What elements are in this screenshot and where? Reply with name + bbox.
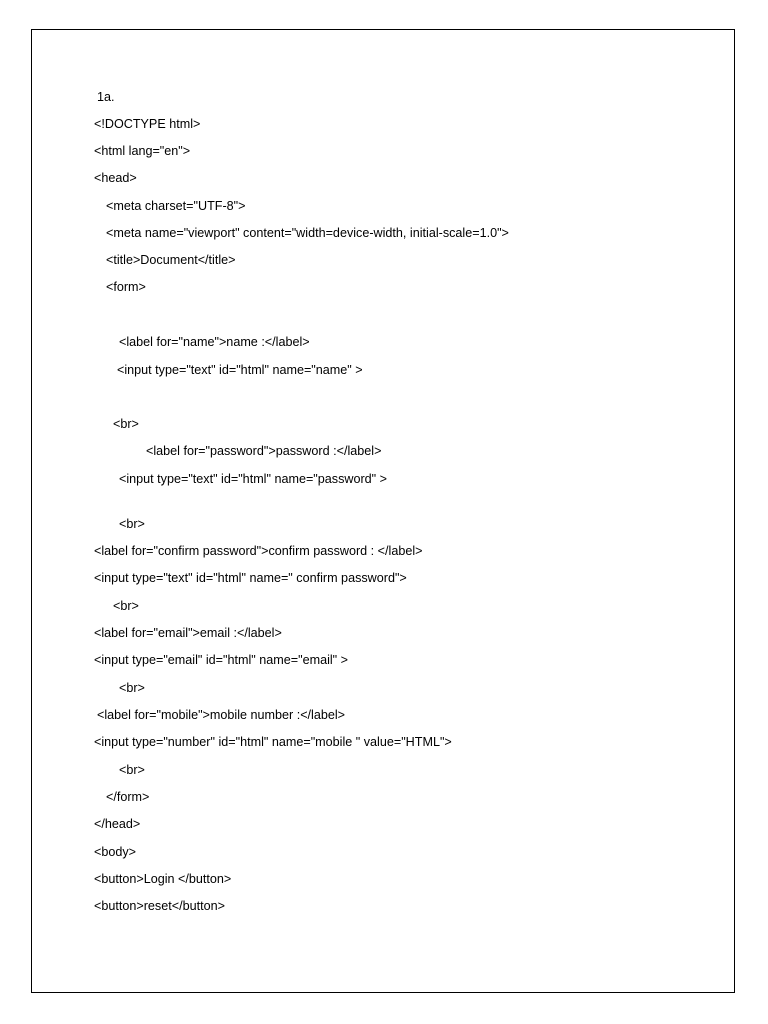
code-line: <br> [113, 417, 139, 431]
code-line: 1a. [97, 90, 115, 104]
code-line: <input type="text" id="html" name=" confirm password"> [94, 571, 407, 585]
code-line: <form> [106, 280, 146, 294]
document-page [31, 29, 735, 993]
code-line: <!DOCTYPE html> [94, 117, 201, 131]
code-line: <br> [119, 681, 145, 695]
code-line: <label for="email">email :</label> [94, 626, 282, 640]
code-line: <br> [119, 517, 145, 531]
code-line: <head> [94, 171, 137, 185]
code-line: </form> [106, 790, 150, 804]
code-line: <html lang="en"> [94, 144, 191, 158]
code-line: <br> [113, 599, 139, 613]
code-line: <input type="number" id="html" name="mobile " value="HTML"> [94, 735, 452, 749]
code-line: <label for="confirm password">confirm password : </label> [94, 544, 423, 558]
code-line: </head> [94, 817, 141, 831]
code-line: <meta name="viewport" content="width=device-width, initial-scale=1.0"> [106, 226, 509, 240]
code-line: <body> [94, 845, 137, 859]
code-line: <button>Login </button> [94, 872, 232, 886]
code-line: <input type="email" id="html" name="email" > [94, 653, 348, 667]
code-line: <label for="name">name :</label> [119, 335, 310, 349]
code-line: <meta charset="UTF-8"> [106, 199, 246, 213]
code-line: <title>Document</title> [106, 253, 236, 267]
code-line: <label for="password">password :</label> [146, 444, 382, 458]
code-line: <input type="text" id="html" name="password" > [119, 472, 387, 486]
code-line: <input type="text" id="html" name="name" > [117, 363, 363, 377]
code-line: <label for="mobile">mobile number :</label> [97, 708, 346, 722]
code-line: <button>reset</button> [94, 899, 225, 913]
code-line: <br> [119, 763, 145, 777]
